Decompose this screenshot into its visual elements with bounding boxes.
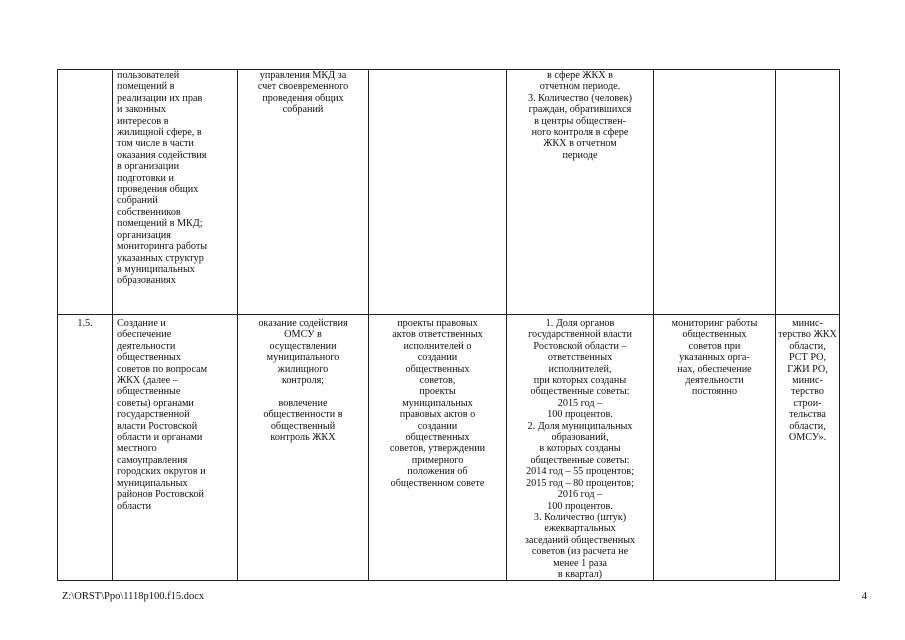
row2-item-number: 1.5. — [77, 318, 93, 329]
row2-expected-result: оказание содействия ОМСУ в осуществлении муниципального жилищного контроля; вовлечение общественности в общественный контроль ЖКХ — [258, 318, 348, 444]
row2-event-description: Создание и обеспечение деятельности общественных советов по вопросам ЖКХ (далее – общественные советы) органами государственной власти Ростовской области и органами местного самоуправления городских округов и муниципальных районов Ростовской области — [117, 318, 208, 512]
row1-expected-result: управления МКД за счет своевременного проведения общих собраний — [257, 70, 349, 116]
footer-file-path: Z:\ORST\Ppo\1118p100.f15.docx — [62, 591, 205, 602]
row2-deadline: мониторинг работы общественных советов при указанных орга- нах, обеспечение деятельности постоянно — [671, 318, 758, 398]
row1-event-description: пользователей помещений в реализации их прав и законных интересов в жилищной сфере, в том числе в части оказания содействия в организации подготовки и проведения общих собраний собственников помещений в МКД; организация мониторинга работы указанных структур в муниципальных образованиях — [117, 70, 208, 287]
page-number: 4 — [861, 591, 867, 602]
row2-responsible: минис- терство ЖКХ области, РСТ РО, ГЖИ РО, минис- терство строи- тельства области, ОМСУ». — [778, 318, 837, 444]
row2-documents: проекты правовых актов ответственных исполнителей о создании общественных советов, проекты муниципальных правовых актов о создании общественных советов, утверждении примерного положения об общественном совете — [389, 318, 486, 489]
row2-indicators: 1. Доля органов государственной власти Ростовской области – ответственных исполнителей, при которых созданы общественные советы: 2015 год – 100 процентов. 2. Доля муниципальных образований, в которых созданы общественные советы: 2014 год – 55 процентов; 2015 год – 80 процентов; 2016 год – 100 процентов. 3. Количество (штук) ежеквартальных заседаний общественных советов (из расчета не менее 1 раза в квартал) — [524, 318, 636, 580]
row1-indicators: в сфере ЖКХ в отчетном периоде. 3. Количество (человек) граждан, обратившихся в центры обществен- ного контроля в сфере ЖКХ в отчетном периоде — [527, 70, 633, 161]
